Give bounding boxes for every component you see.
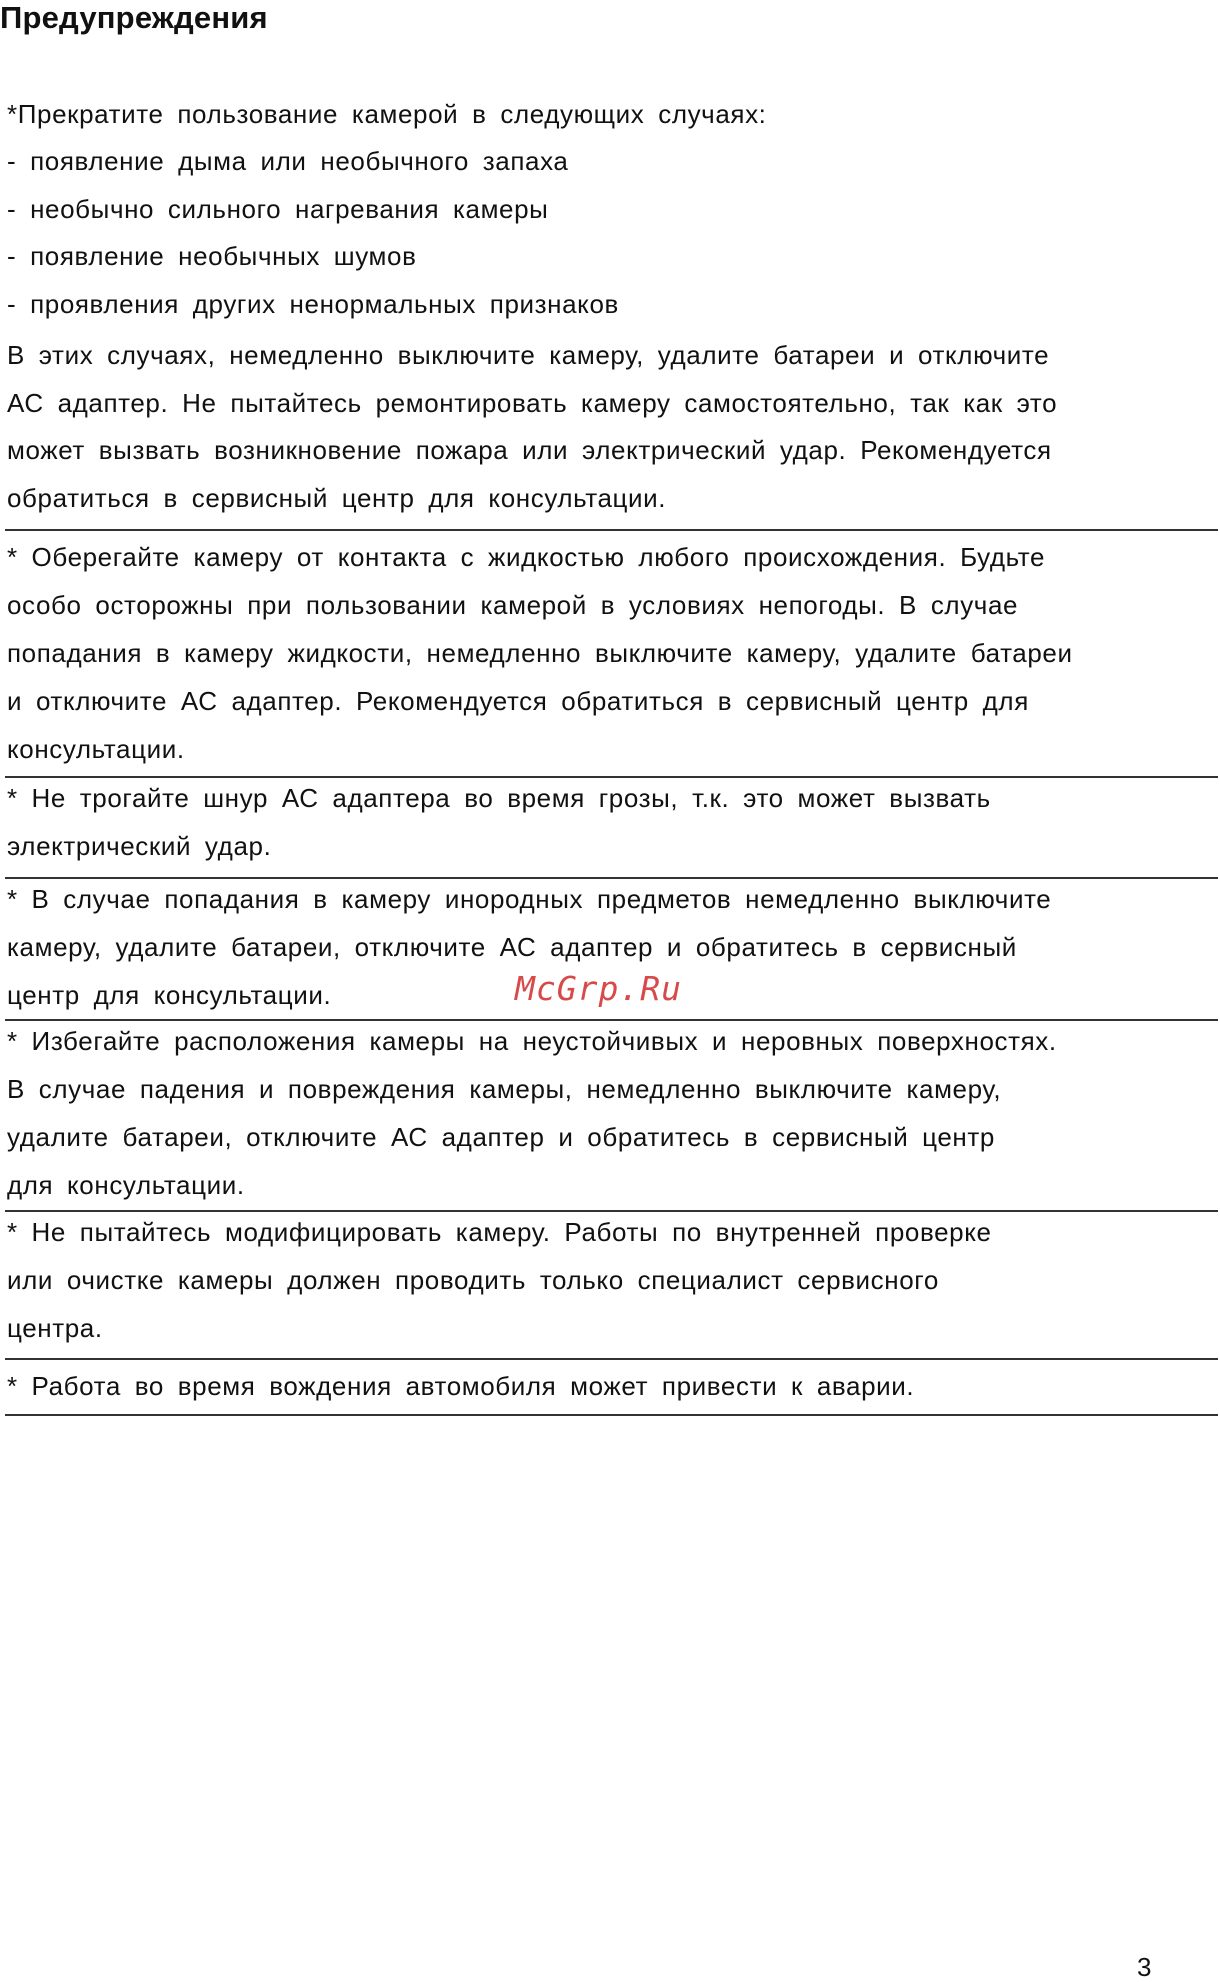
warning-line: или очистке камеры должен проводить только специалист сервисного <box>7 1265 939 1295</box>
intro-paragraph-line: АС адаптер. Не пытайтесь ремонтировать камеру самостоятельно, так как это <box>7 388 1058 418</box>
warning-line: центр для консультации. <box>7 980 332 1010</box>
warning-line: и отключите АС адаптер. Рекомендуется обратиться в сервисный центр для <box>7 686 1029 716</box>
warning-line: * Не трогайте шнур АС адаптера во время грозы, т.к. это может вызвать <box>7 783 991 813</box>
intro-paragraph-line: может вызвать возникновение пожара или электрический удар. Рекомендуется <box>7 435 1052 465</box>
warning-line: * Не пытайтесь модифицировать камеру. Работы по внутренней проверке <box>7 1217 992 1247</box>
section-divider <box>5 877 1218 879</box>
intro-paragraph-line: В этих случаях, немедленно выключите камеру, удалите батареи и отключите <box>7 340 1050 370</box>
watermark-logo: McGrp.Ru <box>515 969 682 1008</box>
symptom-item: - необычно сильного нагревания камеры <box>7 194 549 224</box>
page-title: Предупреждения <box>0 0 268 35</box>
warning-line: центра. <box>7 1313 103 1343</box>
warning-line: особо осторожны при пользовании камерой в условиях непогоды. В случае <box>7 590 1019 620</box>
page-number: 3 <box>1137 1952 1152 1982</box>
warning-line: для консультации. <box>7 1170 245 1200</box>
warning-line: * Избегайте расположения камеры на неустойчивых и неровных поверхностях. <box>7 1026 1057 1056</box>
warning-line: камеру, удалите батареи, отключите АС адаптер и обратитесь в сервисный <box>7 932 1017 962</box>
warning-line: консультации. <box>7 734 185 764</box>
warning-line: В случае падения и повреждения камеры, немедленно выключите камеру, <box>7 1074 1002 1104</box>
section-divider <box>5 1210 1218 1212</box>
section-divider <box>5 1019 1218 1021</box>
warning-line: * Работа во время вождения автомобиля может привести к аварии. <box>7 1371 915 1401</box>
intro-paragraph-line: обратиться в сервисный центр для консультации. <box>7 483 667 513</box>
section-divider <box>5 1358 1218 1360</box>
section-divider <box>5 776 1218 778</box>
symptom-item: - проявления других ненормальных признаков <box>7 289 619 319</box>
warning-line: удалите батареи, отключите АС адаптер и обратитесь в сервисный центр <box>7 1122 995 1152</box>
section-divider <box>5 1414 1218 1416</box>
warning-line: * В случае попадания в камеру инородных предметов немедленно выключите <box>7 884 1052 914</box>
symptom-item: - появление дыма или необычного запаха <box>7 146 569 176</box>
warning-line: электрический удар. <box>7 831 272 861</box>
intro-heading: *Прекратите пользование камерой в следующих случаях: <box>7 99 767 129</box>
section-divider <box>5 529 1218 531</box>
warning-line: попадания в камеру жидкости, немедленно выключите камеру, удалите батареи <box>7 638 1073 668</box>
warning-line: * Оберегайте камеру от контакта с жидкостью любого происхождения. Будьте <box>7 542 1046 572</box>
symptom-item: - появление необычных шумов <box>7 241 417 271</box>
